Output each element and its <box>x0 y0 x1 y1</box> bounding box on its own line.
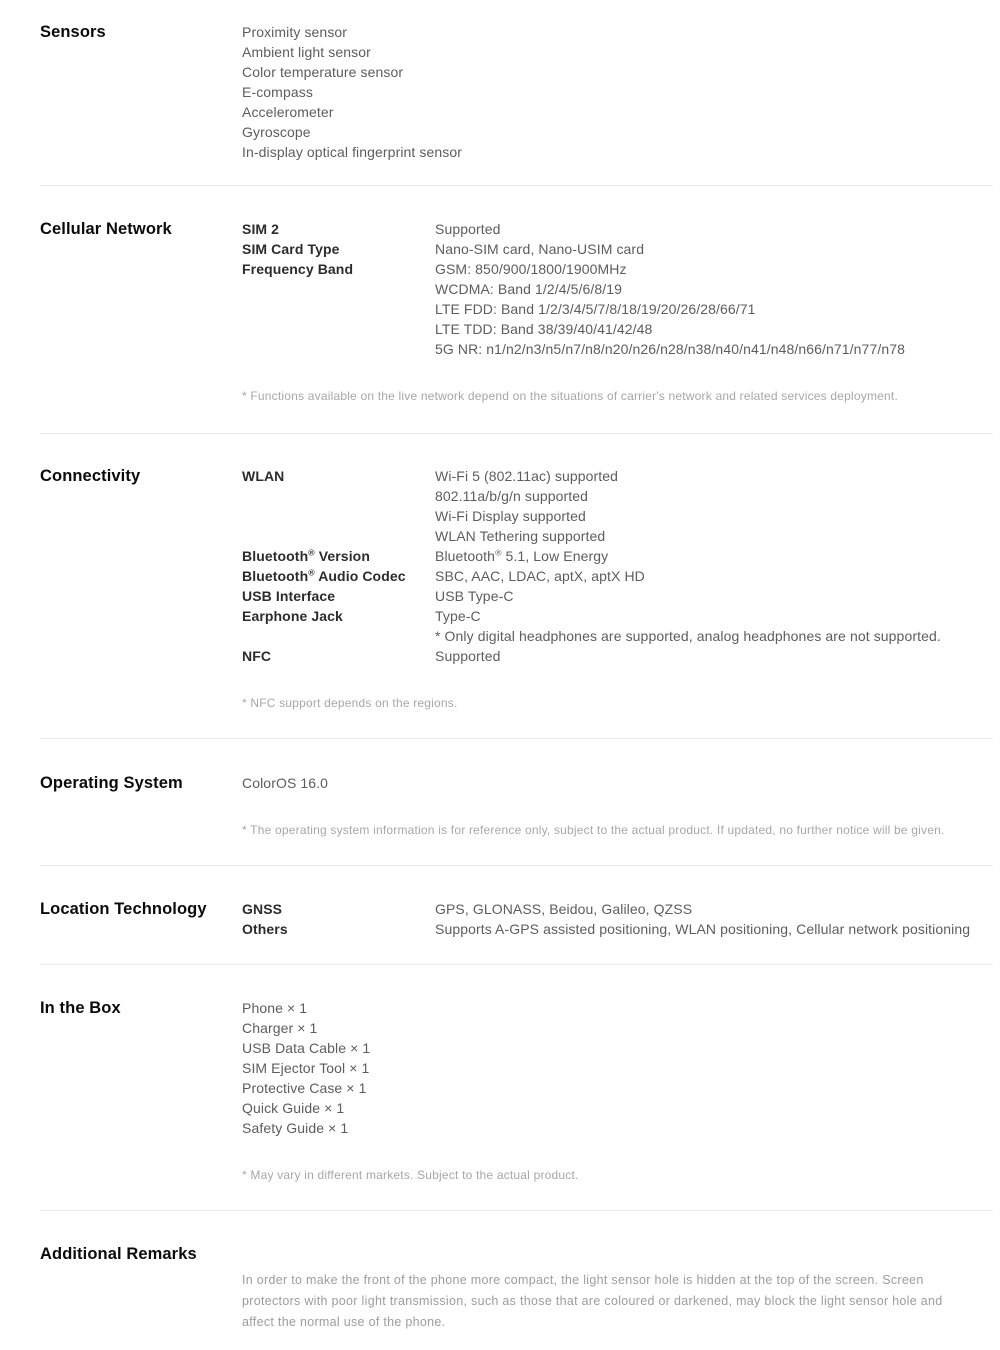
spec-value: LTE TDD: Band 38/39/40/41/42/48 <box>435 321 653 337</box>
section-rows <box>242 899 993 939</box>
spec-row: Phone × 1 <box>242 1000 308 1016</box>
spec-row: SIM Ejector Tool × 1 <box>242 1060 370 1076</box>
registered-trademark-symbol: ® <box>308 547 315 558</box>
registered-trademark-symbol: ® <box>495 547 502 558</box>
spec-value: LTE FDD: Band 1/2/3/4/5/7/8/18/19/20/26/28/66/71 <box>435 301 756 317</box>
spec-label: GNSS <box>242 901 283 917</box>
spec-label: USB Interface <box>242 588 336 604</box>
spec-row <box>242 279 993 299</box>
section-rows <box>242 466 993 666</box>
spec-label <box>242 319 435 339</box>
spec-row: Ambient light sensor <box>242 44 371 60</box>
spec-value: * Only digital headphones are supported, analog headphones are not supported. <box>435 628 941 644</box>
spec-row <box>242 319 993 339</box>
registered-trademark-symbol: ® <box>308 567 315 578</box>
section-content <box>242 899 993 939</box>
spec-row <box>242 299 993 319</box>
section-rows <box>242 22 993 162</box>
spec-row: Color temperature sensor <box>242 64 404 80</box>
spec-label: Others <box>242 921 288 937</box>
spec-label <box>242 486 435 506</box>
spec-row <box>242 486 993 506</box>
spec-label <box>242 506 435 526</box>
spec-row <box>242 546 993 566</box>
spec-row: Quick Guide × 1 <box>242 1100 345 1116</box>
spec-row <box>242 506 993 526</box>
spec-section <box>40 1211 993 1350</box>
spec-row: ColorOS 16.0 <box>242 775 329 791</box>
spec-label <box>242 279 435 299</box>
spec-row: Protective Case × 1 <box>242 1080 367 1096</box>
spec-row <box>242 339 993 359</box>
remarks-text: In order to make the front of the phone more compact, the light sensor hole is hidden at the top of the screen. Screen protectors with poor light transmission, such as those that are coloured or darkened, may block the light sensor hole and affect the normal use of the phone. <box>242 1273 943 1329</box>
spec-label <box>242 339 435 359</box>
section-content <box>242 219 993 404</box>
section-footnote: * May vary in different markets. Subject to the actual product. <box>242 1168 579 1182</box>
section-title: Operating System <box>40 774 183 792</box>
spec-row <box>242 259 993 279</box>
spec-value: Nano-SIM card, Nano-USIM card <box>435 241 645 257</box>
spec-label: Earphone Jack <box>242 608 343 624</box>
spec-label: SIM Card Type <box>242 241 340 257</box>
section-footnote: * NFC support depends on the regions. <box>242 696 458 710</box>
spec-row: Charger × 1 <box>242 1020 318 1036</box>
spec-row <box>242 239 993 259</box>
spec-section <box>40 739 993 866</box>
spec-value: Bluetooth® 5.1, Low Energy <box>435 547 609 564</box>
section-rows <box>242 773 993 793</box>
spec-value: 802.11a/b/g/n supported <box>435 488 589 504</box>
spec-row: E-compass <box>242 84 313 100</box>
spec-value: Supported <box>435 221 501 237</box>
spec-section <box>40 965 993 1211</box>
spec-section <box>40 186 993 434</box>
section-title: In the Box <box>40 999 121 1017</box>
section-rows <box>242 998 993 1138</box>
spec-row <box>242 526 993 546</box>
section-title: Cellular Network <box>40 220 172 238</box>
section-rows <box>242 219 993 359</box>
spec-row <box>242 219 993 239</box>
spec-row: Proximity sensor <box>242 24 348 40</box>
spec-value: SBC, AAC, LDAC, aptX, aptX HD <box>435 568 645 584</box>
spec-label <box>242 626 435 646</box>
spec-section <box>40 866 993 965</box>
spec-row <box>242 466 993 486</box>
spec-row <box>242 606 993 626</box>
spec-row <box>242 566 993 586</box>
section-content <box>242 773 993 838</box>
spec-row: USB Data Cable × 1 <box>242 1040 371 1056</box>
spec-row <box>242 919 993 939</box>
spec-section <box>40 434 993 739</box>
section-title: Sensors <box>40 23 106 41</box>
spec-label: SIM 2 <box>242 221 280 237</box>
spec-row <box>242 586 993 606</box>
spec-label: Frequency Band <box>242 261 354 277</box>
spec-value: Supported <box>435 648 501 664</box>
spec-label <box>242 526 435 546</box>
spec-label: Bluetooth® Audio Codec <box>242 567 406 584</box>
spec-value: WCDMA: Band 1/2/4/5/6/8/19 <box>435 281 623 297</box>
spec-section <box>40 0 993 186</box>
spec-value: Wi-Fi 5 (802.11ac) supported <box>435 468 619 484</box>
spec-value: Wi-Fi Display supported <box>435 508 586 524</box>
section-title: Connectivity <box>40 467 141 485</box>
spec-value: GPS, GLONASS, Beidou, Galileo, QZSS <box>435 901 693 917</box>
spec-row: Safety Guide × 1 <box>242 1120 349 1136</box>
spec-label: NFC <box>242 648 272 664</box>
spec-row: Gyroscope <box>242 124 311 140</box>
spec-row: In-display optical fingerprint sensor <box>242 144 463 160</box>
spec-value: WLAN Tethering supported <box>435 528 606 544</box>
section-content <box>242 22 993 162</box>
spec-label: WLAN <box>242 468 285 484</box>
spec-row <box>242 899 993 919</box>
spec-value: Supports A-GPS assisted positioning, WLAN positioning, Cellular network positioning <box>435 921 971 937</box>
section-footnote: * The operating system information is for reference only, subject to the actual product. If updated, no further notice will be given. <box>242 823 945 837</box>
spec-label: Bluetooth® Version <box>242 547 370 564</box>
section-title: Additional Remarks <box>40 1245 197 1263</box>
section-content <box>242 1244 993 1333</box>
section-title: Location Technology <box>40 900 207 918</box>
spec-value: 5G NR: n1/n2/n3/n5/n7/n8/n20/n26/n28/n38/n40/n41/n48/n66/n71/n77/n78 <box>435 341 905 357</box>
spec-row <box>242 646 993 666</box>
section-content <box>242 998 993 1183</box>
section-content <box>242 466 993 711</box>
spec-row: Accelerometer <box>242 104 334 120</box>
spec-row <box>242 626 993 646</box>
spec-value: GSM: 850/900/1800/1900MHz <box>435 261 627 277</box>
section-footnote: * Functions available on the live network depend on the situations of carrier's network and related services deployment. <box>242 389 898 403</box>
spec-value: Type-C <box>435 608 481 624</box>
spec-value: USB Type-C <box>435 588 514 604</box>
spec-label <box>242 299 435 319</box>
